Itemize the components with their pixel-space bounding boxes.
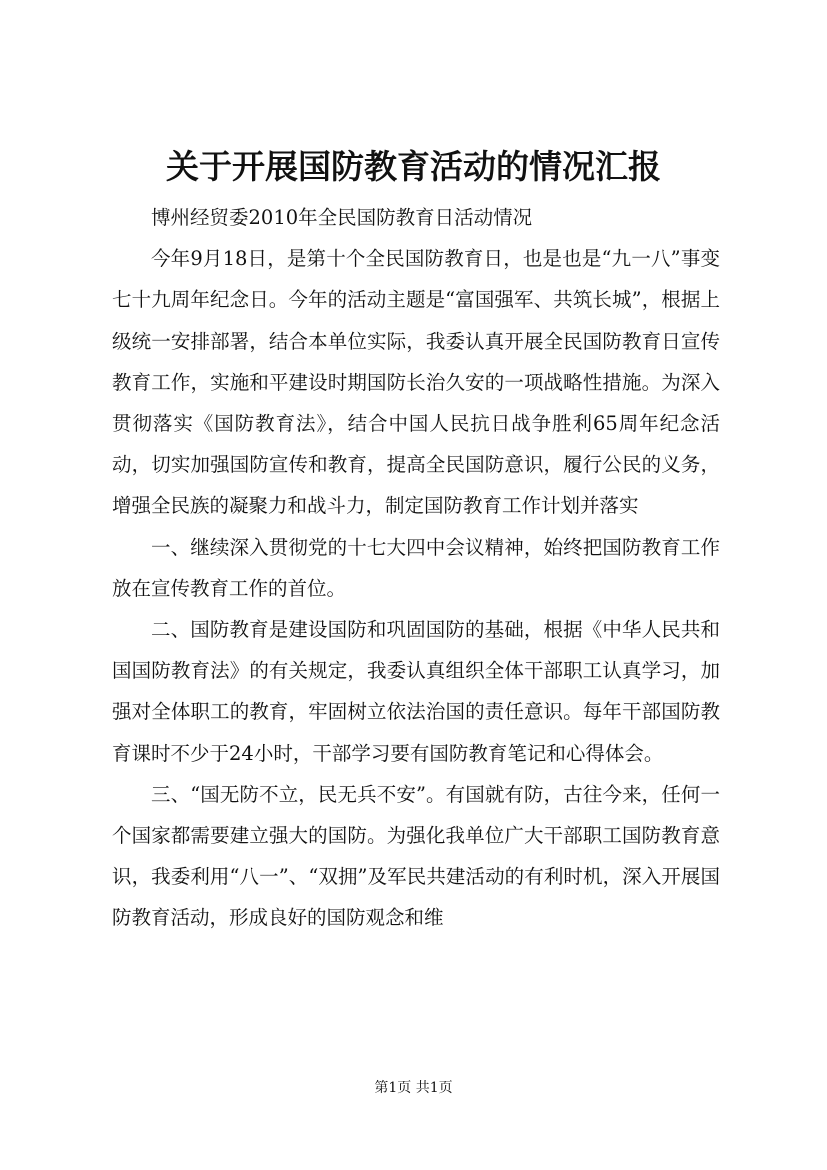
paragraph-intro: 今年9月18日，是第十个全民国防教育日，也是也是“九一八”事变七十九周年纪念日。今年的活动主题是“富国强军、共筑长城”，根据上级统一安排部署，结合本单位实际，我委认真开展全民国防教育日宣传教育工作，实施和平建设时期国防长治久安的一项战略性措施。为深入贯彻落实《国防教育法》，结合中国人民抗日战争胜利65周年纪念活动，切实加强国防宣传和教育，提高全民国防意识，履行公民的义务，增强全民族的凝聚力和战斗力，制定国防教育工作计划并落实 (112, 247, 720, 518)
paragraph-item-1: 一、继续深入贯彻党的十七大四中会议精神，始终把国防教育工作放在宣传教育工作的首位。 (112, 535, 720, 600)
paragraph-subtitle: 博州经贸委2010年全民国防教育日活动情况 (151, 206, 533, 229)
document-title: 关于开展国防教育活动的情况汇报 (166, 147, 661, 186)
paragraph-item-3: 三、“国无防不立，民无兵不安”。有国就有防，古往今来，任何一个国家都需要建立强大的国防。为强化我单位广大干部职工国防教育意识，我委利用“八一”、“双拥”及军民共建活动的有利时机，深入开展国防教育活动，形成良好的国防观念和维 (112, 782, 720, 930)
document-body (112, 197, 720, 939)
paragraph-item-2: 二、国防教育是建设国防和巩固国防的基础，根据《中华人民共和国国防教育法》的有关规定，我委认真组织全体干部职工认真学习，加强对全体职工的教育，牢固树立依法治国的责任意识。每年干部国防教育课时不少于24小时，干部学习要有国防教育笔记和心得体会。 (112, 618, 720, 765)
page-footer: 第1页 共1页 (374, 1080, 453, 1096)
